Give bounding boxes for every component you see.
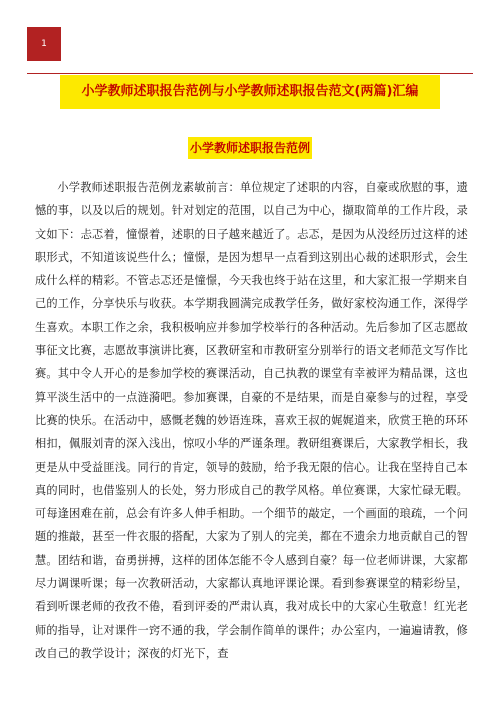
page-number-badge: 1	[27, 27, 61, 61]
section-title-wrapper	[0, 137, 500, 159]
header-divider	[27, 73, 473, 74]
section-title: 小学教师述职报告范例	[188, 137, 312, 159]
document-title: 小学教师述职报告范例与小学教师述职报告范文(两篇)汇编	[60, 75, 440, 109]
body-paragraph: 小学教师述职报告范例龙素敏前言：单位规定了述职的内容，自豪或欣慰的事，遗憾的事，以及以后的规划。针对划定的范围，以自己为中心，撷取简单的工作片段，录文如下：忐忑着，憧憬着，述职的日子越来越近了。忐忑，是因为从没经历过这样的述职形式，不知道该说些什么；憧憬，是因为想早一点看到这别出心裁的述职形式，会生成什么样的精彩。不管忐忑还是憧憬，今天我也终于站在这里，和大家汇报一学期来自己的工作，分享快乐与收获。本学期我圆满完成教学任务，做好家校沟通工作，深得学生喜欢。本职工作之余，我积极响应并参加学校举行的各种活动。先后参加了区志愿故事征文比赛，志愿故事演讲比赛，区教研室和市教研室分别举行的语文老师范文写作比赛。其中令人开心的是参加学校的赛课活动，自己执教的课堂有幸被评为精品课，这也算平淡生活中的一点涟漪吧。参加赛课，自豪的不是结果，而是自豪参与的过程，享受比赛的快乐。在活动中，感慨老魏的妙语连珠，喜欢王叔的娓娓道来，欣赏王艳的环环相扣，佩服刘青的深入浅出，惊叹小华的严谨条理。教研组赛课后，大家教学相长，我更是从中受益匪浅。同行的肯定，领导的鼓励，给予我无限的信心。让我在坚持自己本真的同时，也借鉴别人的长处，努力形成自己的教学风格。单位赛课，大家忙碌无暇。可每逢困难在前，总会有许多人伸手相助。一个细节的敲定，一个画面的琅疏，一个问题的推敲，甚至一件衣服的搭配，大家为了别人的完美，都在不遗余力地贡献自己的智慧。团结和谐，奋勇拼搏，这样的团体怎能不令人感到自豪？每一位老师讲课，大家都尽力调课听课；每一次教研活动，大家都认真地评课论课。看到参赛课堂的精彩纷呈，看到听课老师的孜孜不倦，看到评委的严肃认真，我对成长中的大家心生敬意！红光老师的指导，让对课件一窍不通的我，学会制作简单的课件；办公室内，一遍遍请教，修改自己的教学设计；深夜的灯光下，查	[35, 181, 468, 660]
